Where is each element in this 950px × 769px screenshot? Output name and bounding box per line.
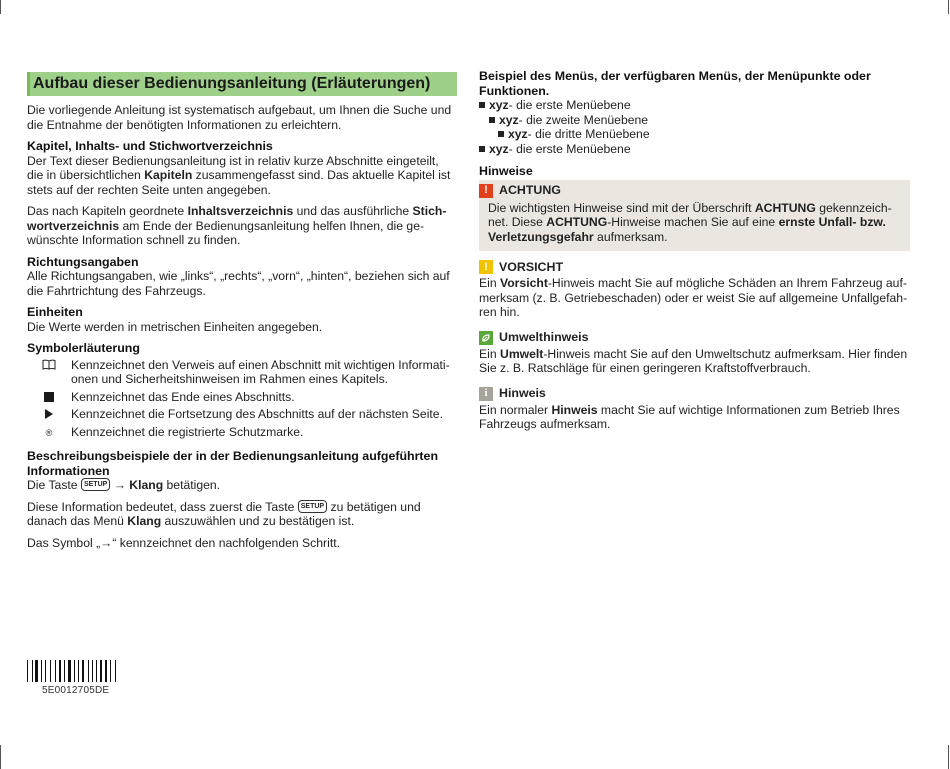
barcode-stripe <box>29 660 31 682</box>
bullet-icon <box>498 131 504 137</box>
paragraph: Die wichtigsten Hinweise sind mit der Überschrift ACHTUNG gekennzeichnet. Diese ACHTUNG-Hinweise machen Sie auf eine ernste Unfall- bzw. Verletzungsgefahr aufmerksam. <box>488 200 892 244</box>
page-title: Aufbau dieser Bedienungsanleitung (Erläuterungen) <box>27 72 457 96</box>
barcode-stripe <box>32 660 33 682</box>
symbol-text: Kennzeichnet den Verweis auf einen Abschnitt mit wichtigen Informationen und Sicherheitshinweisen im Rahmen eines Kapitels. <box>71 357 450 386</box>
barcode-stripe <box>105 660 108 682</box>
section-richtung <box>27 255 457 299</box>
section-einheiten <box>27 305 457 334</box>
paragraph: Der Text dieser Bedienungsanleitung ist in relativ kurze Abschnitte eingeteilt, die in übersichtlichen Kapiteln zusammengefasst sind. Das aktuelle Kapitel ist stets auf der rechten Seite unten angegeben. <box>27 153 451 197</box>
list-item: xyz - die zweite Menüebene <box>479 113 910 128</box>
crop-mark <box>948 745 949 769</box>
list-item: xyz - die dritte Menüebene <box>479 127 910 142</box>
achtung-box <box>479 180 910 252</box>
menu-heading: Beispiel des Menüs, der verfügbaren Menüs, der Menüpunkte oder Funktionen. <box>479 69 871 98</box>
section-heading: Einheiten <box>27 305 83 319</box>
barcode-stripe <box>66 660 67 682</box>
barcode-stripe <box>50 660 51 682</box>
barcode-stripe <box>94 660 95 682</box>
barcode-stripe <box>108 660 109 682</box>
continue-arrow-icon <box>27 407 71 422</box>
section-heading: Kapitel, Inhalts- und Stichwortverzeichnis <box>27 139 273 153</box>
barcode-stripe <box>27 660 28 682</box>
barcode-stripe <box>82 660 84 682</box>
bullet-icon <box>489 117 495 123</box>
barcode-stripe <box>47 660 49 682</box>
barcode-stripe <box>52 660 55 682</box>
barcode-number: 5E0012705DE <box>42 685 110 696</box>
crop-mark <box>0 0 1 14</box>
barcode-stripe <box>112 660 114 682</box>
barcode-stripe <box>43 660 44 682</box>
barcode-stripe <box>74 660 75 682</box>
barcode-stripe <box>116 660 118 682</box>
warning-exclamation-icon: ! <box>479 184 493 198</box>
bullet-icon <box>479 146 485 152</box>
umwelt-note <box>479 330 910 376</box>
barcode-stripe <box>90 660 91 682</box>
barcode-stripe <box>98 660 99 682</box>
symbol-text: Kennzeichnet die Fortsetzung des Abschnitts auf der nächsten Seite. <box>71 407 443 421</box>
paragraph: Das Symbol „→“ kennzeichnet den nachfolgenden Schritt. <box>27 535 340 550</box>
barcode-stripe <box>41 660 43 682</box>
symbol-row <box>27 358 457 387</box>
barcode-stripe <box>96 660 97 682</box>
section-beispiele <box>27 449 457 550</box>
barcode-stripe <box>85 660 88 682</box>
barcode-stripe <box>92 660 94 682</box>
barcode-stripe <box>78 660 79 682</box>
barcode-stripe <box>115 660 116 682</box>
hinweis-note <box>479 386 910 432</box>
symbol-row <box>27 425 457 441</box>
hinweise-heading: Hinweise <box>479 164 533 178</box>
note-heading: i Hinweis <box>479 386 910 402</box>
paragraph: Alle Richtungsangaben, wie „links“, „rechts“, „vorn“, „hinten“, beziehen sich auf die Fahrtrichtung des Fahrzeugs. <box>27 269 450 298</box>
barcode-stripe <box>110 660 111 682</box>
note-heading: ! ACHTUNG <box>479 183 902 199</box>
vorsicht-note <box>479 259 910 320</box>
barcode <box>27 660 119 682</box>
barcode-stripe <box>75 660 77 682</box>
barcode-stripe <box>57 660 58 682</box>
paragraph: Ein normaler Hinweis macht Sie auf wichtige Informationen zum Betrieb Ihres Fahrzeugs aufmerksam. <box>479 402 900 431</box>
info-icon: i <box>479 387 493 401</box>
barcode-stripe <box>64 660 65 682</box>
menu-list <box>479 98 910 156</box>
environment-leaf-icon <box>479 331 493 345</box>
paragraph: Ein Umwelt-Hinweis macht Sie auf den Umweltschutz aufmerksam. Hier finden Sie z. B. Ratschläge für einen geringeren Kraftstoffverbrauch. <box>479 346 908 375</box>
right-column <box>479 69 910 439</box>
section-symbole <box>27 341 457 440</box>
book-icon <box>27 358 71 387</box>
crop-mark <box>948 0 949 14</box>
setup-key-icon: SETUP <box>81 478 110 491</box>
note-heading: ! VORSICHT <box>479 259 910 275</box>
bullet-icon <box>479 102 485 108</box>
barcode-stripe <box>55 660 56 682</box>
paragraph: Ein Vorsicht-Hinweis macht Sie auf mögliche Schäden an Ihrem Fahrzeug aufmerksam (z. B. Getriebeschaden) oder er weist Sie auf allgemeine Unfallgefahren hin. <box>479 276 908 319</box>
intro-text: Die vorliegende Anleitung ist systematisch aufgebaut, um Ihnen die Suche und die Entnahme der benötigten Informationen zu erleichtern. <box>27 103 452 132</box>
setup-key-icon: SETUP <box>298 500 327 513</box>
note-heading: Umwelthinweis <box>479 330 910 346</box>
section-kapitel <box>27 139 457 248</box>
section-heading: Richtungsangaben <box>27 254 139 269</box>
paragraph: Die Taste SETUP → Klang betätigen. <box>27 478 221 492</box>
end-square-icon <box>27 390 71 405</box>
left-column <box>27 72 457 557</box>
paragraph: Diese Information bedeutet, dass zuerst die Taste SETUP zu betätigen und danach das Menü Klang auszuwählen und zu bestätigen ist. <box>27 499 421 528</box>
barcode-stripe <box>59 660 61 682</box>
barcode-stripe <box>33 660 34 682</box>
section-heading: Beschreibungsbeispiele der in der Bedienungsanleitung aufgeführten Informationen <box>27 449 439 478</box>
caution-exclamation-icon: ! <box>479 260 493 274</box>
crop-mark <box>0 745 1 769</box>
barcode-stripe <box>39 660 40 682</box>
barcode-stripe <box>88 660 89 682</box>
barcode-stripe <box>62 660 64 682</box>
barcode-stripe <box>103 660 104 682</box>
barcode-stripe <box>45 660 46 682</box>
symbol-row <box>27 390 457 405</box>
barcode-stripe <box>72 660 73 682</box>
symbol-text: Kennzeichnet die registrierte Schutzmarke. <box>71 424 304 439</box>
registered-icon: ® <box>45 427 53 438</box>
paragraph: Das nach Kapiteln geordnete Inhaltsverzeichnis und das ausführliche Stichwortverzeichnis am Ende der Bedienungsanleitung helfen Ihnen, die gewünschte Information schnell zu finden. <box>27 204 447 247</box>
barcode-stripe <box>35 660 38 682</box>
barcode-stripe <box>100 660 102 682</box>
barcode-stripe <box>80 660 81 682</box>
symbol-row <box>27 407 457 422</box>
symbol-text: Kennzeichnet das Ende eines Abschnitts. <box>71 389 295 404</box>
section-heading: Symbolerläuterung <box>27 341 140 355</box>
list-item: xyz - die erste Menüebene <box>479 142 910 157</box>
barcode-stripe <box>68 660 71 682</box>
list-item: xyz - die erste Menüebene <box>479 98 910 113</box>
paragraph: Die Werte werden in metrischen Einheiten angegeben. <box>27 319 323 334</box>
